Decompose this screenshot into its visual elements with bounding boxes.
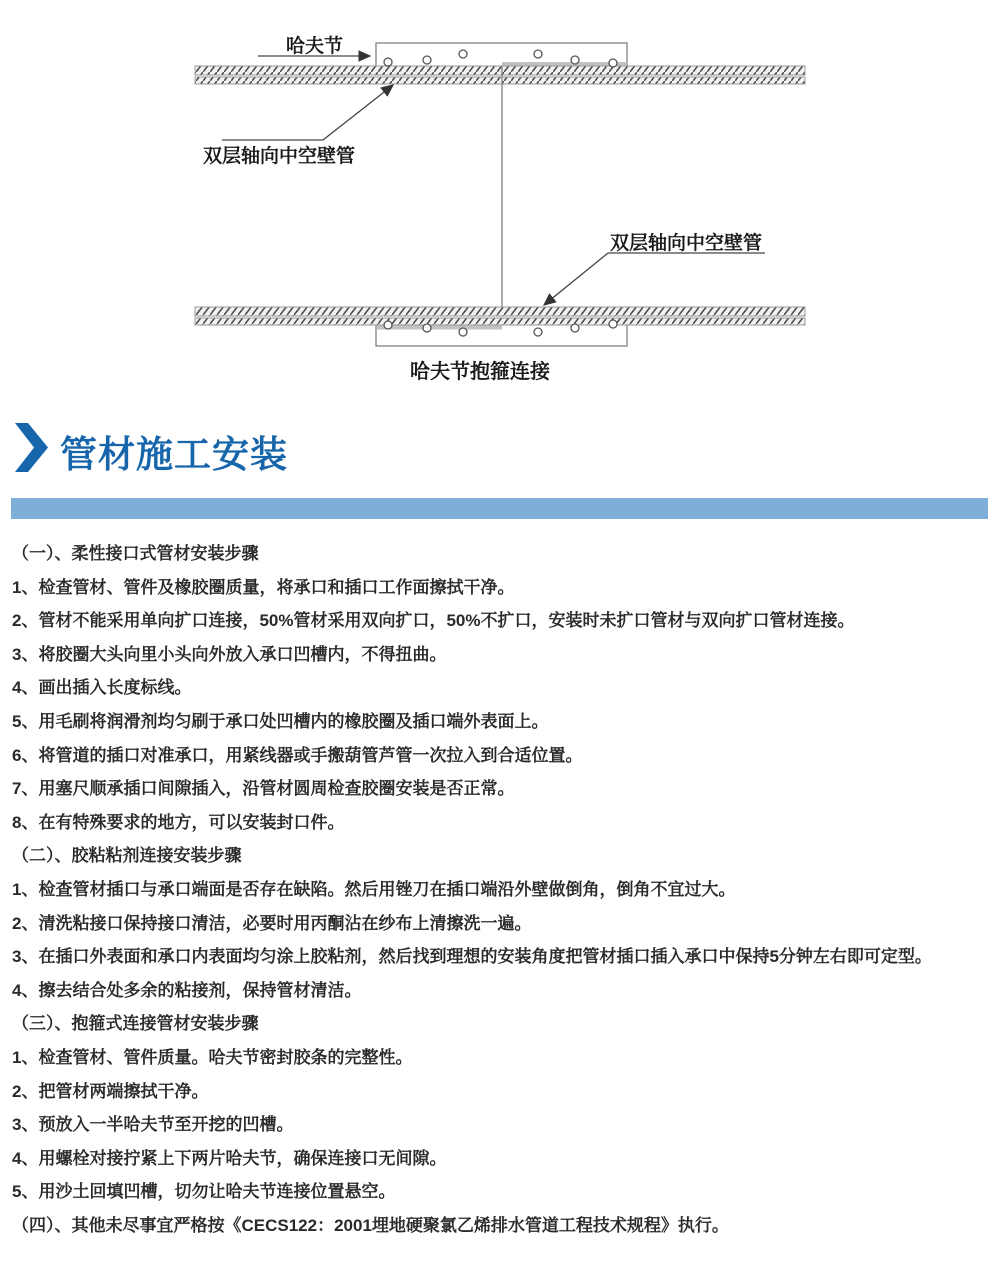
pipe-bottom	[195, 307, 805, 325]
pipe-connection-diagram	[0, 0, 1000, 400]
step-line: 6、将管道的插口对准承口，用紧线器或手搬葫管芦管一次拉入到合适位置。	[12, 745, 583, 765]
pipe-bottom-label: 双层轴向中空壁管	[610, 233, 763, 254]
step-line: 8、在有特殊要求的地方，可以安装封口件。	[12, 812, 345, 832]
step-line: 2、管材不能采用单向扩口连接，50%管材采用双向扩口，50%不扩口，安装时未扩口管材与双向扩口管材连接。	[12, 611, 855, 631]
step-line: 4、画出插入长度标线。	[12, 678, 192, 698]
pipe-top	[195, 66, 805, 84]
leader-line	[323, 85, 393, 140]
installation-steps	[12, 537, 988, 1242]
chevron-right-icon	[15, 423, 48, 472]
bolt-hole-icon	[423, 324, 431, 332]
bolt-hole-icon	[384, 58, 392, 66]
step-line: 3、在插口外表面和承口内表面均匀涂上胶粘剂，然后找到理想的安装角度把管材插口插入承口中保持5分钟左右即可定型。	[12, 947, 932, 967]
section-divider-bar	[11, 498, 988, 519]
step-line: 3、将胶圈大头向里小头向外放入承口凹槽内，不得扭曲。	[12, 644, 447, 664]
step-line: （二）、胶粘粘剂连接安装步骤	[12, 846, 242, 866]
step-line: 3、预放入一半哈夫节至开挖的凹槽。	[12, 1115, 294, 1135]
bolt-hole-icon	[534, 328, 542, 336]
step-line: 5、用毛刷将润滑剂均匀刷于承口处凹槽内的橡胶圈及插口端外表面上。	[12, 711, 549, 731]
bolt-hole-icon	[534, 50, 542, 58]
step-line: 7、用塞尺顺承插口间隙插入，沿管材圆周检查胶圈安装是否正常。	[12, 779, 515, 799]
bolt-hole-icon	[459, 50, 467, 58]
bolt-hole-icon	[609, 320, 617, 328]
section-title: 管材施工安装	[60, 434, 288, 475]
step-line: 4、用螺栓对接拧紧上下两片哈夫节，确保连接口无间隙。	[12, 1148, 447, 1168]
step-line: 5、用沙土回填凹槽，切勿让哈夫节连接位置悬空。	[12, 1182, 396, 1202]
socket-shade-bottom	[377, 325, 502, 330]
step-line: 1、检查管材、管件及橡胶圈质量，将承口和插口工作面擦拭干净。	[12, 577, 515, 597]
diagram-caption: 哈夫节抱箍连接	[410, 361, 550, 383]
bolt-hole-icon	[384, 321, 392, 329]
leader-line	[544, 253, 608, 305]
bolt-hole-icon	[459, 328, 467, 336]
step-line: （三）、抱箍式连接管材安装步骤	[12, 1014, 259, 1034]
pipe-bottom-callout	[544, 231, 765, 305]
step-line: （一）、柔性接口式管材安装步骤	[12, 544, 259, 563]
step-line: 2、把管材两端擦拭干净。	[12, 1081, 209, 1101]
huff-joint-callout	[258, 34, 370, 57]
step-line: 1、检查管材、管件质量。哈夫节密封胶条的完整性。	[12, 1047, 413, 1067]
step-line: （四）、其他未尽事宜严格按《CECS122：2001埋地硬聚氯乙烯排水管道工程技术规程》执行。	[12, 1215, 729, 1235]
bolt-hole-icon	[571, 324, 579, 332]
bolt-hole-icon	[571, 56, 579, 64]
bolt-hole-icon	[609, 59, 617, 67]
huff-joint-label: 哈夫节	[286, 36, 344, 57]
pipe-top-callout	[203, 85, 393, 167]
step-line: 1、检查管材插口与承口端面是否存在缺陷。然后用锉刀在插口端沿外壁做倒角，倒角不宜过大。	[12, 879, 736, 899]
pipe-top-label: 双层轴向中空壁管	[203, 146, 356, 167]
diagram-svg	[0, 0, 1000, 400]
step-line: 2、清洗粘接口保持接口清洁，必要时用丙酮沾在纱布上清擦洗一遍。	[12, 913, 532, 933]
step-line: 4、擦去结合处多余的粘接剂，保持管材清洁。	[12, 980, 362, 1000]
bolt-hole-icon	[423, 56, 431, 64]
